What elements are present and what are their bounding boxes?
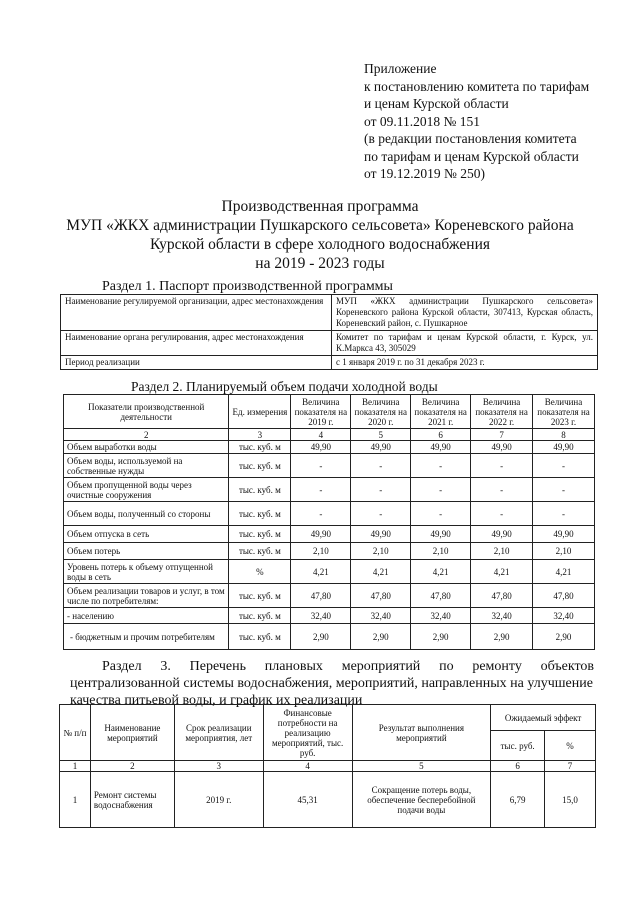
unit-cell: тыс. куб. м (229, 543, 291, 560)
table-cell: 1 (60, 772, 91, 828)
value-cell: 47,80 (291, 584, 351, 608)
column-header: Величина показателя на 2023 г. (533, 395, 595, 429)
section2-heading: Раздел 2. Планируемый объем подачи холодной воды (131, 379, 438, 394)
indicator-name: Объем потерь (64, 543, 229, 560)
section3-heading-line: централизованной системы водоснабжения, мероприятий, направленных на улучшение (70, 676, 593, 691)
column-number: 4 (263, 761, 352, 772)
value-cell: - (411, 454, 471, 478)
table-cell: 45,31 (263, 772, 352, 828)
value-cell: 2,90 (351, 624, 411, 650)
section1-heading: Раздел 1. Паспорт производственной программы (102, 279, 393, 294)
column-header: № п/п (60, 705, 91, 761)
value-cell: 49,90 (411, 526, 471, 543)
value-cell: 4,21 (471, 560, 533, 584)
table-row (64, 608, 595, 624)
value-cell: 2,90 (291, 624, 351, 650)
unit-cell: тыс. куб. м (229, 454, 291, 478)
indicator-name: - бюджетным и прочим потребителям (64, 624, 229, 650)
indicator-name: Объем пропущенной воды через очистные сооружения (64, 478, 229, 502)
column-header: тыс. руб. (491, 731, 545, 761)
value-cell: 49,90 (471, 441, 533, 454)
table-row (61, 295, 598, 331)
value-cell: 47,80 (471, 584, 533, 608)
value-cell: 49,90 (291, 441, 351, 454)
column-number: 3 (174, 761, 263, 772)
value-cell: - (533, 502, 595, 526)
value-cell: - (411, 478, 471, 502)
table-cell: МУП «ЖКХ администрации Пушкарского сельсовета» Кореневского района Курской области, 307413, Курская область, Кореневский район, с. Пушкарное (332, 295, 598, 331)
appendix-line: к постановлению комитета по тарифам (364, 78, 590, 94)
indicator-name: Объем отпуска в сеть (64, 526, 229, 543)
table-row (64, 543, 595, 560)
value-cell: 47,80 (533, 584, 595, 608)
table-cell: Комитет по тарифам и ценам Курской области, г. Курск, ул. К.Маркса 43, 305029 (332, 331, 598, 356)
column-number: 2 (90, 761, 174, 772)
column-header: Результат выполнения мероприятий (352, 705, 491, 761)
column-header: Величина показателя на 2019 г. (291, 395, 351, 429)
table-cell: Сокращение потерь воды, обеспечение бесперебойной подачи воды (352, 772, 491, 828)
section3-heading-line: Раздел 3. Перечень плановых мероприятий по ремонту объектов (102, 659, 594, 674)
title-line: МУП «ЖКХ администрации Пушкарского сельсовета» Кореневского района (66, 217, 574, 234)
column-header: Показатели производственной деятельности (64, 395, 229, 429)
appendix-line: по тарифам и ценам Курской области (364, 148, 579, 164)
column-number: 6 (411, 429, 471, 441)
table-row (64, 454, 595, 478)
title-line: Производственная программа (221, 198, 419, 215)
table-cell: Наименование органа регулирования, адрес местонахождения (61, 331, 332, 356)
value-cell: 49,90 (471, 526, 533, 543)
column-header: Финансовые потребности на реализацию мероприятий, тыс. руб. (263, 705, 352, 761)
table-row (64, 441, 595, 454)
table-header-row (64, 395, 595, 429)
value-cell: - (291, 454, 351, 478)
table-cell: 2019 г. (174, 772, 263, 828)
water-volume-table (63, 394, 595, 650)
value-cell: 2,90 (533, 624, 595, 650)
value-cell: 4,21 (411, 560, 471, 584)
indicator-name: - населению (64, 608, 229, 624)
column-header: Ед. измерения (229, 395, 291, 429)
column-number: 7 (545, 761, 596, 772)
value-cell: - (471, 502, 533, 526)
column-number: 8 (533, 429, 595, 441)
title-line: на 2019 - 2023 годы (255, 255, 385, 272)
value-cell: 2,10 (533, 543, 595, 560)
column-header: Величина показателя на 2022 г. (471, 395, 533, 429)
value-cell: 47,80 (351, 584, 411, 608)
value-cell: - (351, 502, 411, 526)
value-cell: 32,40 (411, 608, 471, 624)
value-cell: 49,90 (351, 441, 411, 454)
measures-table (59, 704, 596, 828)
column-number: 7 (471, 429, 533, 441)
column-header: Ожидаемый эффект (491, 705, 596, 731)
value-cell: - (533, 478, 595, 502)
table-row (64, 478, 595, 502)
column-header: Величина показателя на 2021 г. (411, 395, 471, 429)
value-cell: 2,10 (411, 543, 471, 560)
value-cell: 49,90 (533, 526, 595, 543)
column-number-row (64, 429, 595, 441)
appendix-line: от 19.12.2019 № 250) (364, 166, 485, 181)
unit-cell: % (229, 560, 291, 584)
value-cell: 32,40 (351, 608, 411, 624)
document-title (0, 197, 640, 273)
indicator-name: Объем реализации товаров и услуг, в том числе по потребителям: (64, 584, 229, 608)
appendix-line: и ценам Курской области (364, 96, 509, 111)
table-row (61, 356, 598, 370)
value-cell: 32,40 (471, 608, 533, 624)
indicator-name: Объем выработки воды (64, 441, 229, 454)
unit-cell: тыс. куб. м (229, 478, 291, 502)
table-row (64, 584, 595, 608)
indicator-name: Уровень потерь к объему отпущенной воды в сеть (64, 560, 229, 584)
column-number: 3 (229, 429, 291, 441)
value-cell: 2,10 (471, 543, 533, 560)
indicator-name: Объем воды, полученный со стороны (64, 502, 229, 526)
column-number: 1 (60, 761, 91, 772)
table-row (64, 502, 595, 526)
value-cell: - (471, 454, 533, 478)
table-cell: Период реализации (61, 356, 332, 370)
value-cell: - (533, 454, 595, 478)
unit-cell: тыс. куб. м (229, 502, 291, 526)
value-cell: - (411, 502, 471, 526)
value-cell: 49,90 (411, 441, 471, 454)
unit-cell: тыс. куб. м (229, 584, 291, 608)
column-number-row (60, 761, 596, 772)
value-cell: - (291, 478, 351, 502)
appendix-line: Приложение (364, 61, 437, 76)
section3-heading (70, 658, 594, 709)
column-number: 5 (352, 761, 491, 772)
appendix-line: (в редакции постановления комитета (364, 131, 577, 146)
value-cell: 49,90 (291, 526, 351, 543)
value-cell: 2,90 (411, 624, 471, 650)
column-number: 6 (491, 761, 545, 772)
column-number: 5 (351, 429, 411, 441)
column-header: Величина показателя на 2020 г. (351, 395, 411, 429)
column-number: 2 (64, 429, 229, 441)
value-cell: - (351, 454, 411, 478)
value-cell: 49,90 (533, 441, 595, 454)
table-row (64, 624, 595, 650)
appendix-line: от 09.11.2018 № 151 (364, 113, 480, 129)
unit-cell: тыс. куб. м (229, 441, 291, 454)
table-cell: Ремонт системы водоснабжения (90, 772, 174, 828)
table-row (64, 526, 595, 543)
unit-cell: тыс. куб. м (229, 526, 291, 543)
table-header-row (60, 705, 596, 731)
table-cell: с 1 января 2019 г. по 31 декабря 2023 г. (332, 356, 598, 370)
value-cell: 2,90 (471, 624, 533, 650)
table-cell: 15,0 (545, 772, 596, 828)
value-cell: - (351, 478, 411, 502)
column-header: Срок реализации мероприятия, лет (174, 705, 263, 761)
table-cell: Наименование регулируемой организации, адрес местонахождения (61, 295, 332, 331)
value-cell: - (471, 478, 533, 502)
column-header: % (545, 731, 596, 761)
value-cell: 49,90 (351, 526, 411, 543)
value-cell: 4,21 (533, 560, 595, 584)
value-cell: 4,21 (291, 560, 351, 584)
value-cell: 32,40 (291, 608, 351, 624)
table-row (61, 331, 598, 356)
table-row (60, 772, 596, 828)
value-cell: - (291, 502, 351, 526)
indicator-name: Объем воды, используемой на собственные нужды (64, 454, 229, 478)
column-number: 4 (291, 429, 351, 441)
unit-cell: тыс. куб. м (229, 608, 291, 624)
value-cell: 47,80 (411, 584, 471, 608)
unit-cell: тыс. куб. м (229, 624, 291, 650)
value-cell: 32,40 (533, 608, 595, 624)
column-header: Наименование мероприятий (90, 705, 174, 761)
table-cell: 6,79 (491, 772, 545, 828)
passport-table (60, 294, 598, 370)
section3-heading-line: качества питьевой воды, и график их реализации (70, 693, 363, 708)
table-row (64, 560, 595, 584)
value-cell: 2,10 (291, 543, 351, 560)
appendix-block (364, 60, 589, 183)
title-line: Курской области в сфере холодного водоснабжения (149, 236, 491, 253)
value-cell: 4,21 (351, 560, 411, 584)
value-cell: 2,10 (351, 543, 411, 560)
